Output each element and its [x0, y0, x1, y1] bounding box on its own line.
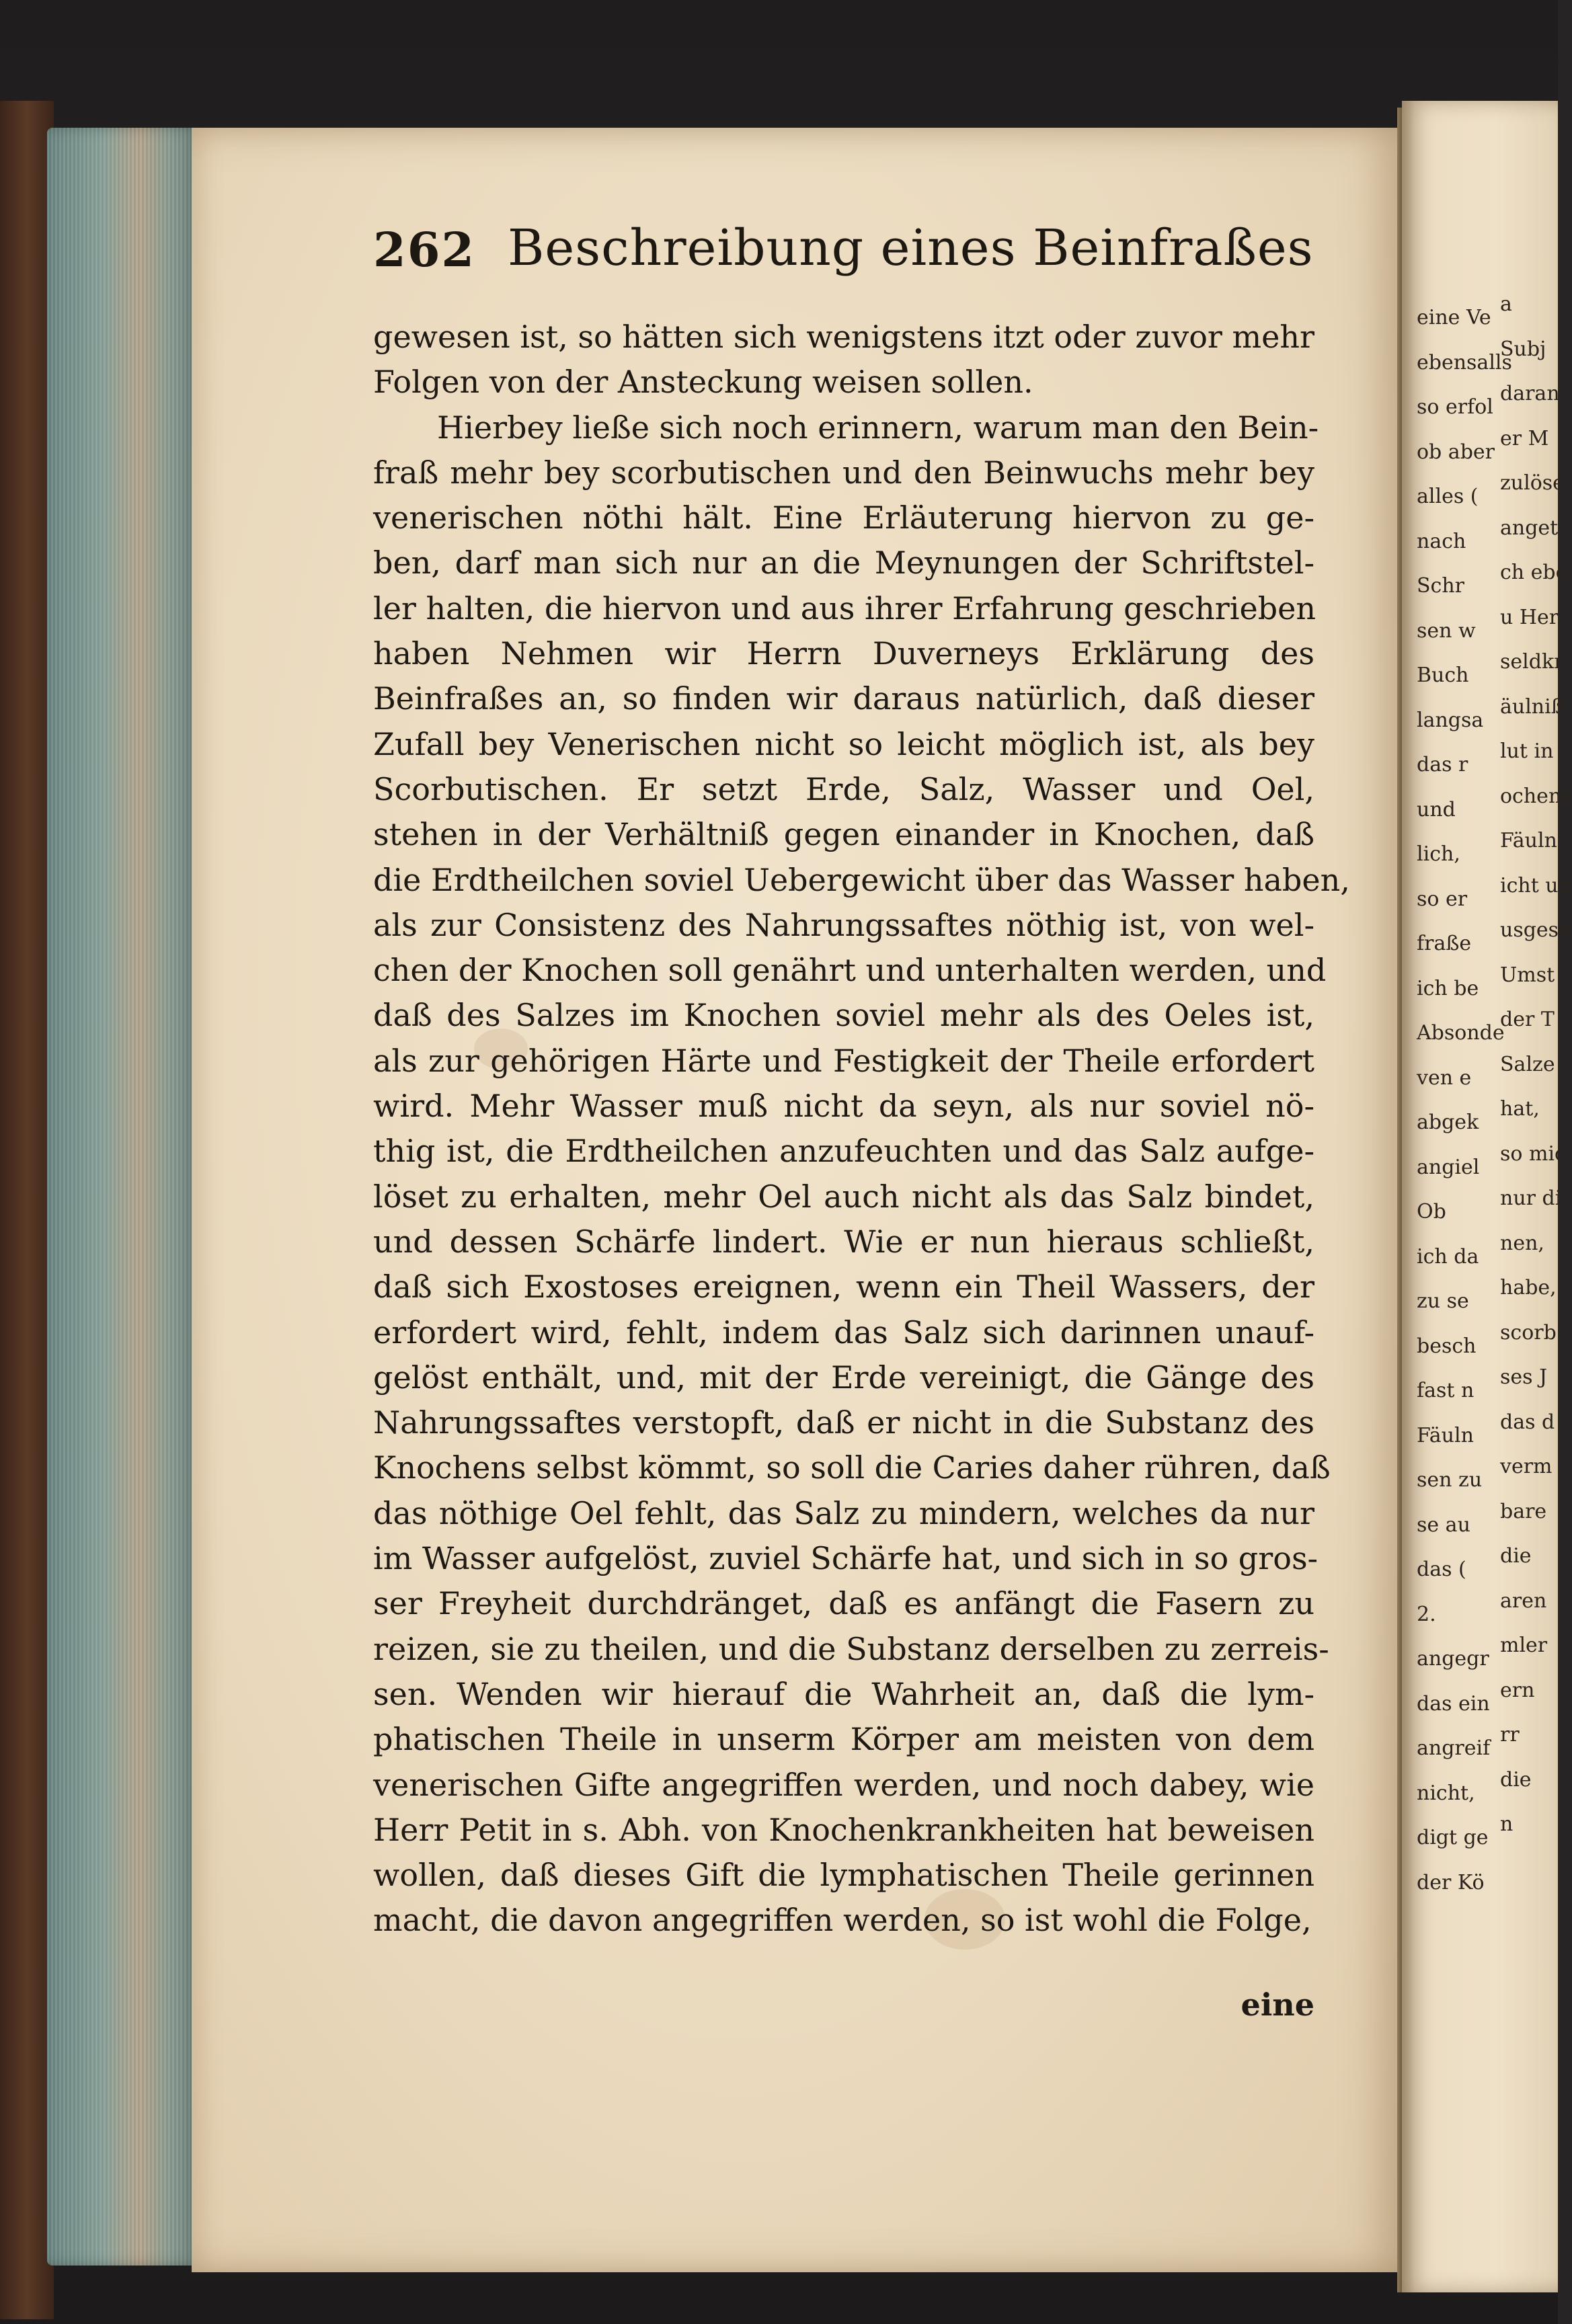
next-page-line: ern: [1500, 1678, 1535, 1702]
page-header: [373, 215, 1314, 289]
next-page-line: Ob: [1417, 1200, 1446, 1224]
next-page-line: Fäuln: [1417, 1423, 1474, 1447]
text-line: ser Freyheit durchdränget, daß es anfängt die Fasern zu: [373, 1585, 1314, 1622]
text-line: haben Nehmen wir Herrn Duverneys Erklärung des: [373, 635, 1314, 672]
text-line: wird. Mehr Wasser muß nicht da seyn, als nur soviel nö-: [373, 1088, 1314, 1125]
text-line: das nöthige Oel fehlt, das Salz zu mindern, welches da nur: [373, 1494, 1314, 1531]
text-line: löset zu erhalten, mehr Oel auch nicht als das Salz bindet,: [373, 1178, 1314, 1215]
text-line: chen der Knochen soll genährt und unterhalten werden, und: [373, 952, 1327, 989]
next-page-line: langsa: [1417, 708, 1484, 732]
next-page-line: alles (: [1417, 485, 1479, 508]
next-page-line: digt ge: [1417, 1826, 1489, 1849]
text-line: Knochens selbst kömmt, so soll die Caries daher rühren, daß: [373, 1449, 1331, 1486]
next-page-line: abgek: [1417, 1111, 1479, 1134]
text-line: ler halten, die hiervon und aus ihrer Erfahrung geschrieben: [373, 590, 1316, 627]
text-line: daß sich Exostoses ereignen, wenn ein Theil Wassers, der: [373, 1269, 1314, 1306]
next-page-line: äulniß: [1500, 694, 1565, 719]
next-page-line: u Her: [1500, 605, 1559, 629]
next-page-line: Schr: [1417, 574, 1465, 598]
next-page-line: so erfol: [1417, 395, 1493, 419]
text-line: venerischen Gifte angegriffen werden, und noch dabey, wie: [373, 1766, 1314, 1803]
text-line: stehen in der Verhältniß gegen einander in Knochen, daß: [373, 816, 1314, 853]
text-line: fraß mehr bey scorbutischen und den Beinwuchs mehr bey: [373, 454, 1314, 491]
next-page-line: lut in: [1500, 739, 1554, 763]
next-page-line: rr: [1500, 1723, 1520, 1747]
next-page-line: nicht,: [1417, 1781, 1475, 1805]
next-page-line: nen,: [1500, 1231, 1544, 1255]
next-page-line: zulöse: [1500, 471, 1565, 495]
text-line: Zufall bey Venerischen nicht so leicht möglich ist, als bey: [373, 725, 1314, 762]
next-page-line: bare: [1500, 1499, 1547, 1523]
next-page-line: angreif: [1417, 1736, 1491, 1760]
next-page-line: ebensalls: [1417, 350, 1512, 374]
text-line: phatischen Theile in unserm Körper am meisten von dem: [373, 1721, 1314, 1758]
next-page-line: fraße: [1417, 932, 1472, 955]
next-page-line: ses J: [1500, 1365, 1548, 1389]
next-page-line: seldkr: [1500, 650, 1564, 674]
next-page-line: n: [1500, 1812, 1514, 1836]
text-line: Scorbutischen. Er setzt Erde, Salz, Wasser und Oel,: [373, 770, 1314, 807]
text-line: im Wasser aufgelöst, zuviel Schärfe hat, und sich in so gros-: [373, 1540, 1319, 1577]
next-page-line: Salze: [1500, 1052, 1555, 1076]
next-page-line: icht un: [1500, 873, 1571, 897]
next-page-line: fast n: [1417, 1379, 1475, 1402]
next-page-line: angegr: [1417, 1647, 1489, 1671]
body-text: [373, 315, 1350, 1944]
next-page-line: ochens: [1500, 784, 1572, 808]
text-line: Herr Petit in s. Abh. von Knochenkrankheiten hat beweisen: [373, 1811, 1314, 1848]
right-page-fragment: [1402, 101, 1572, 2292]
next-page-line: ich da: [1417, 1244, 1479, 1269]
next-page-line: mler: [1500, 1634, 1548, 1657]
text-line: Hierbey ließe sich noch erinnern, warum man den Bein-: [437, 409, 1319, 446]
next-page-line: anget: [1500, 516, 1559, 540]
next-page-line: sen w: [1417, 618, 1476, 643]
next-page-line: nur di: [1500, 1187, 1562, 1210]
next-page-line: Fäuln: [1500, 829, 1557, 852]
page-number: 262: [373, 222, 476, 278]
next-page-line: sen zu: [1417, 1468, 1483, 1492]
next-page-line: eine Ve: [1417, 306, 1491, 329]
text-line: gelöst enthält, und, mit der Erde vereinigt, die Gänge des: [373, 1359, 1314, 1396]
next-page-line: a: [1500, 292, 1512, 316]
text-line: Beinfraßes an, so finden wir daraus natürlich, daß dieser: [373, 680, 1314, 717]
next-page-line: zu se: [1417, 1289, 1469, 1313]
next-page-line: Absonde: [1417, 1021, 1505, 1045]
text-line: erfordert wird, fehlt, indem das Salz sich darinnen unauf-: [373, 1314, 1314, 1351]
next-page-line: so mic: [1500, 1141, 1566, 1166]
next-page-line: hat,: [1500, 1097, 1540, 1121]
text-line: Nahrungssaftes verstopft, daß er nicht in die Substanz des: [373, 1404, 1314, 1441]
next-page-line: lich,: [1417, 842, 1460, 866]
text-line: und dessen Schärfe lindert. Wie er nun hieraus schließt,: [373, 1223, 1314, 1260]
next-page-line: die: [1500, 1767, 1532, 1792]
text-line: macht, die davon angegriffen werden, so ist wohl die Folge,: [373, 1902, 1312, 1939]
book-binding: [0, 101, 54, 2319]
next-page-line: scorb: [1500, 1320, 1557, 1345]
next-page-line: das (: [1417, 1558, 1466, 1581]
next-page-line: das r: [1417, 753, 1468, 776]
text-line: als zur gehörigen Härte und Festigkeit der Theile erfordert: [373, 1042, 1314, 1079]
next-page-line: habe,: [1500, 1276, 1557, 1299]
next-page-line: usgese: [1500, 918, 1571, 942]
next-page-line: nach: [1417, 529, 1466, 553]
next-page-line: und: [1417, 797, 1456, 822]
next-page-line: ob aber: [1417, 440, 1495, 464]
text-line: sen. Wenden wir hierauf die Wahrheit an, daß die lym-: [373, 1675, 1314, 1712]
next-page-line: angiel: [1417, 1155, 1480, 1179]
text-line: gewesen ist, so hätten sich wenigstens itzt oder zuvor mehr: [373, 319, 1314, 355]
running-head: Beschreibung eines Beinfraßes: [508, 219, 1314, 277]
text-line: daß des Salzes im Knochen soviel mehr als des Oeles ist,: [373, 997, 1314, 1034]
next-page-line: das d: [1500, 1410, 1555, 1434]
text-line: wollen, daß dieses Gift die lymphatischen Theile gerinnen: [373, 1857, 1314, 1894]
next-page-column-right: [1500, 282, 1572, 1847]
text-line: Folgen von der Ansteckung weisen sollen.: [373, 364, 1033, 401]
next-page-line: das ein: [1417, 1691, 1490, 1716]
next-page-line: so er: [1417, 887, 1468, 911]
next-page-line: ven e: [1417, 1066, 1472, 1090]
page-edges: [47, 128, 202, 2266]
next-page-line: aren: [1500, 1589, 1547, 1613]
next-page-line: besch: [1417, 1334, 1477, 1358]
text-line: als zur Consistenz des Nahrungssaftes nöthig ist, von wel-: [373, 906, 1314, 943]
next-page-line: der Kö: [1417, 1870, 1485, 1894]
next-page-line: Buch: [1417, 664, 1469, 687]
next-page-line: der T: [1500, 1008, 1555, 1031]
next-page-line: Umst: [1500, 963, 1555, 987]
next-page-line: die: [1500, 1544, 1532, 1568]
next-page-line: daran: [1500, 382, 1560, 405]
catchword: eine: [1241, 1987, 1314, 2023]
text-line: ben, darf man sich nur an die Meynungen der Schriftstel-: [373, 545, 1314, 582]
next-page-line: ich be: [1417, 976, 1479, 1000]
text-line: reizen, sie zu theilen, und die Substanz derselben zu zerreis-: [373, 1630, 1329, 1667]
text-line: die Erdtheilchen soviel Uebergewicht über das Wasser haben,: [373, 861, 1350, 898]
text-line: venerischen nöthi hält. Eine Erläuterung hiervon zu ge-: [373, 499, 1314, 536]
next-page-line: se au: [1417, 1513, 1470, 1537]
text-line: thig ist, die Erdtheilchen anzufeuchten und das Salz aufge-: [373, 1133, 1314, 1170]
next-page-line: verm: [1500, 1455, 1553, 1478]
next-page-line: er M: [1500, 426, 1549, 450]
next-page-line: ch ebe: [1500, 561, 1568, 584]
next-page-line: 2.: [1417, 1602, 1436, 1626]
next-page-line: Subj: [1500, 337, 1546, 361]
